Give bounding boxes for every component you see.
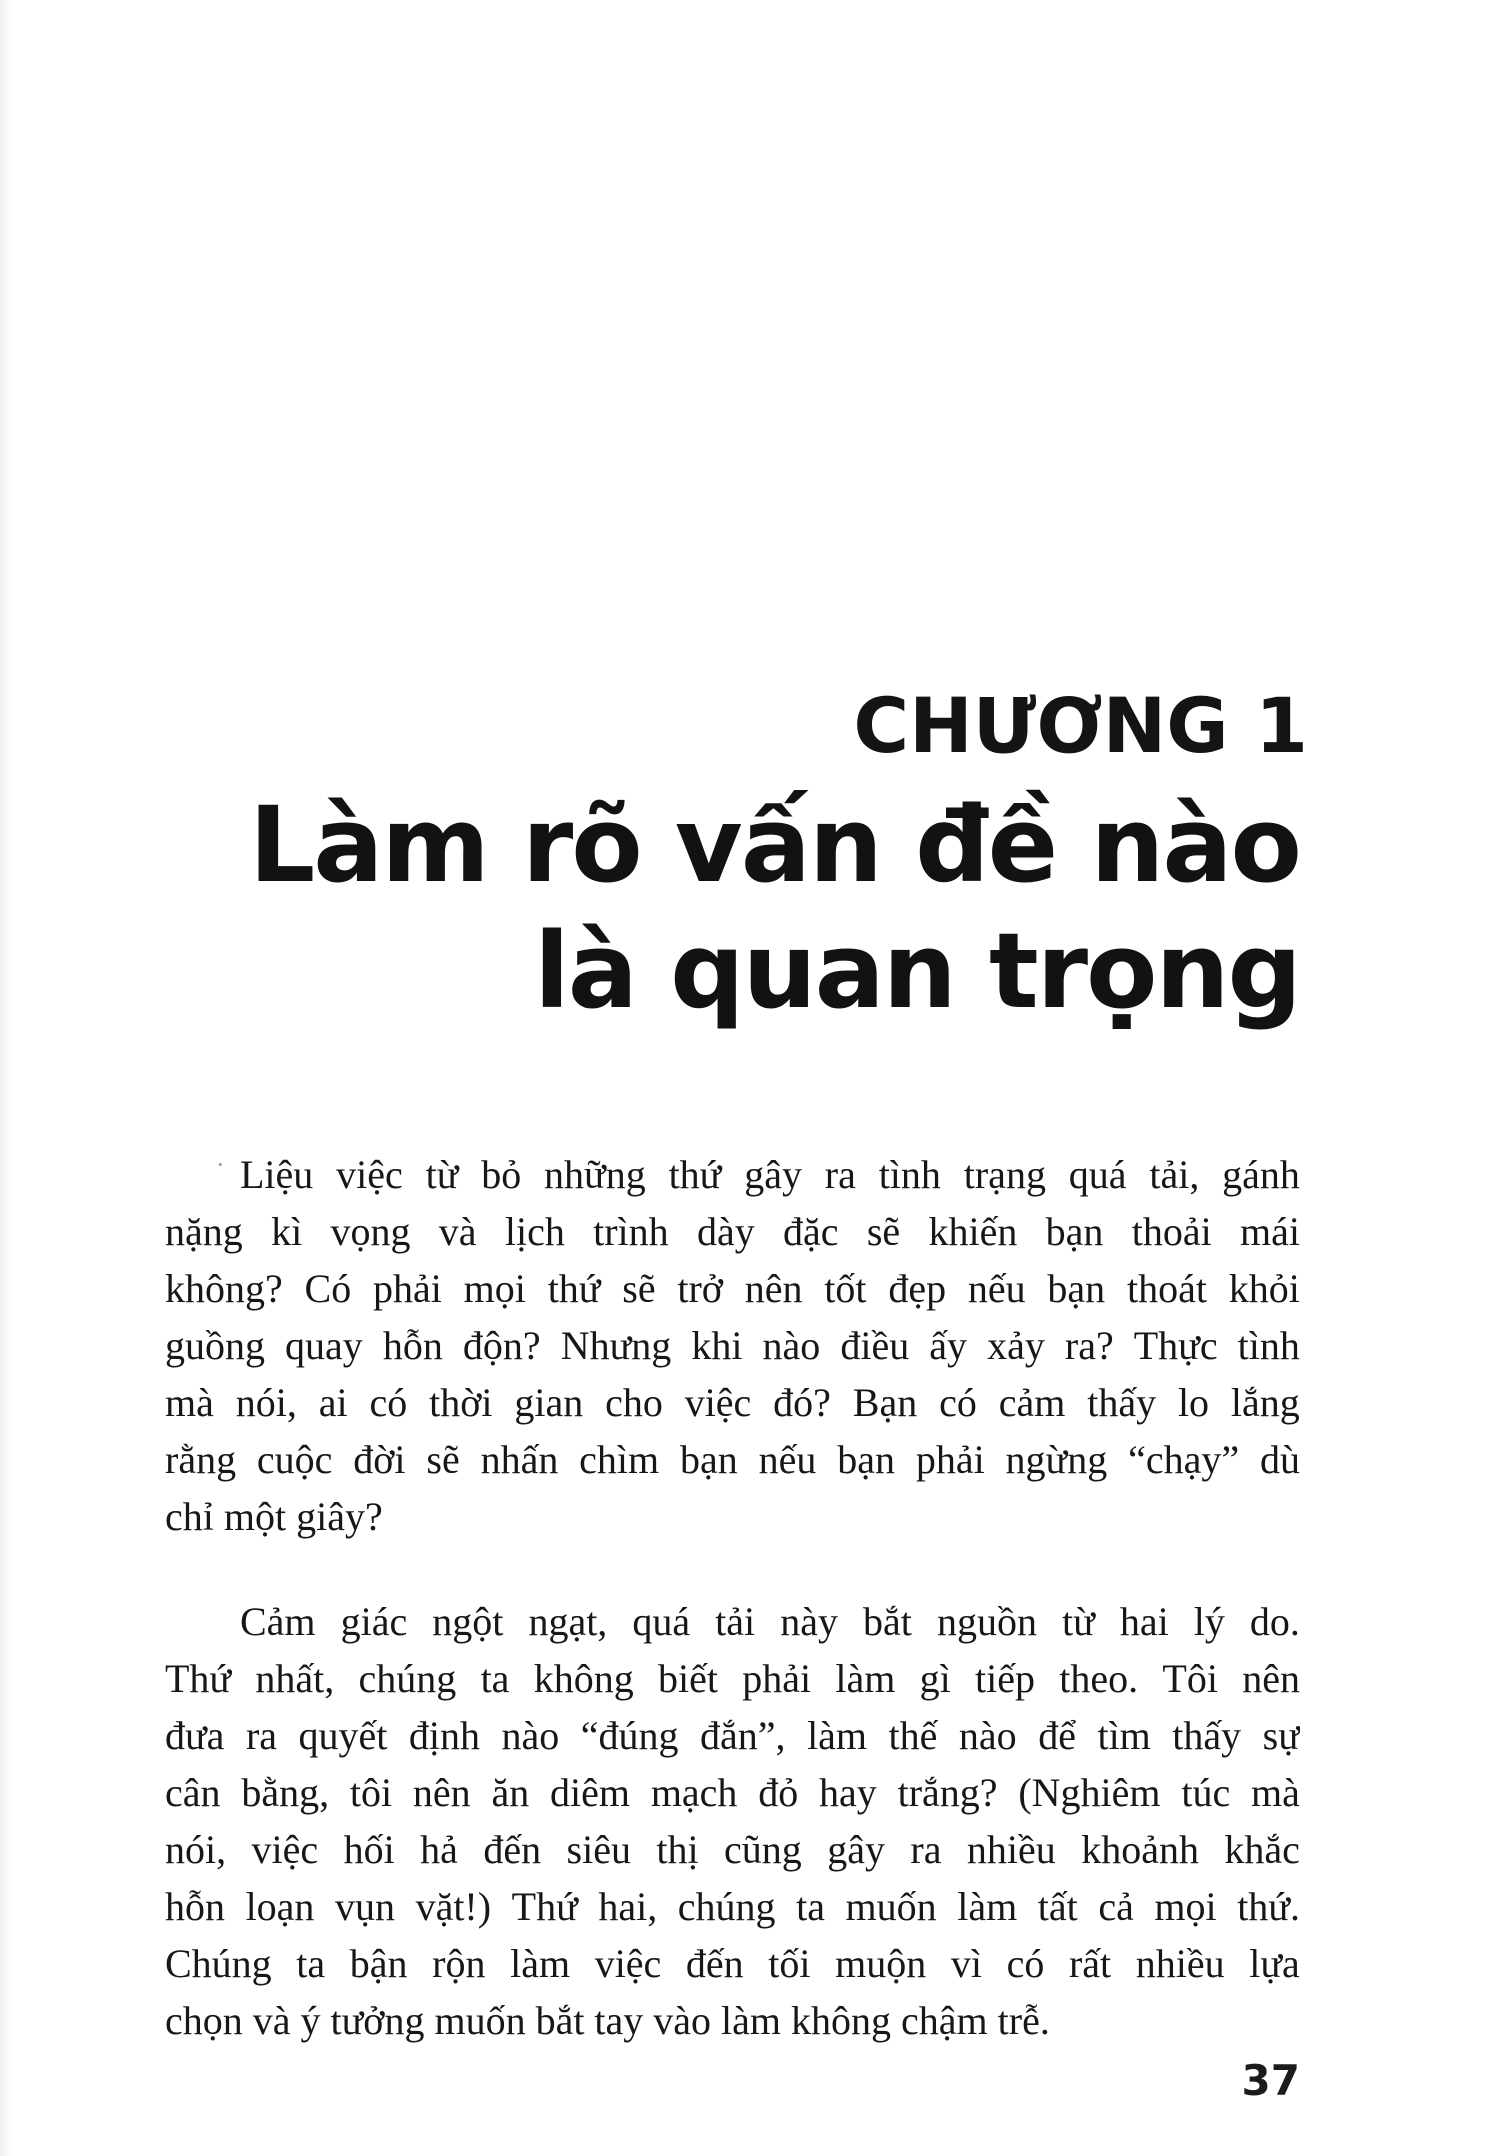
page-number: 37: [1241, 2056, 1300, 2105]
paragraph-1: [165, 1146, 1300, 1545]
chapter-title-line-1: Làm rõ vấn đề nào: [248, 784, 1300, 906]
text-line: Liệu việc từ bỏ những thứ gây ra tình trạng quá tải, gánh: [240, 1152, 1300, 1197]
text-line: đưa ra quyết định nào “đúng đắn”, làm thế nào để tìm thấy sự: [165, 1713, 1300, 1758]
text-line: chỉ một giây?: [165, 1494, 383, 1539]
text-line: Chúng ta bận rộn làm việc đến tối muộn vì có rất nhiều lựa: [165, 1941, 1300, 1986]
scan-artifact-dot: ·: [216, 1150, 225, 1179]
body-text: [165, 1146, 1300, 2049]
text-line: Thứ nhất, chúng ta không biết phải làm gì tiếp theo. Tôi nên: [165, 1656, 1300, 1701]
chapter-title-line-2: là quan trọng: [534, 910, 1300, 1032]
text-line: không? Có phải mọi thứ sẽ trở nên tốt đẹp nếu bạn thoát khỏi: [165, 1266, 1300, 1311]
chapter-title: [249, 782, 1300, 1034]
text-line: guồng quay hỗn độn? Nhưng khi nào điều ấy xảy ra? Thực tình: [165, 1323, 1300, 1368]
text-line: cân bằng, tôi nên ăn diêm mạch đỏ hay trắng? (Nghiêm túc mà: [165, 1770, 1300, 1815]
text-line: chọn và ý tưởng muốn bắt tay vào làm không chậm trễ.: [165, 1998, 1050, 2043]
chapter-label: CHƯƠNG 1: [853, 681, 1308, 770]
paragraph-2: [165, 1593, 1300, 2049]
text-line: nói, việc hối hả đến siêu thị cũng gây ra nhiều khoảnh khắc: [165, 1827, 1300, 1872]
text-line: hỗn loạn vụn vặt!) Thứ hai, chúng ta muốn làm tất cả mọi thứ.: [165, 1884, 1300, 1929]
scan-edge-shading: [0, 0, 16, 2156]
text-line: mà nói, ai có thời gian cho việc đó? Bạn có cảm thấy lo lắng: [165, 1380, 1300, 1425]
text-line: Cảm giác ngột ngạt, quá tải này bắt nguồn từ hai lý do.: [240, 1599, 1300, 1644]
text-line: rằng cuộc đời sẽ nhấn chìm bạn nếu bạn phải ngừng “chạy” dù: [165, 1437, 1300, 1482]
text-line: nặng kì vọng và lịch trình dày đặc sẽ khiến bạn thoải mái: [165, 1209, 1300, 1254]
